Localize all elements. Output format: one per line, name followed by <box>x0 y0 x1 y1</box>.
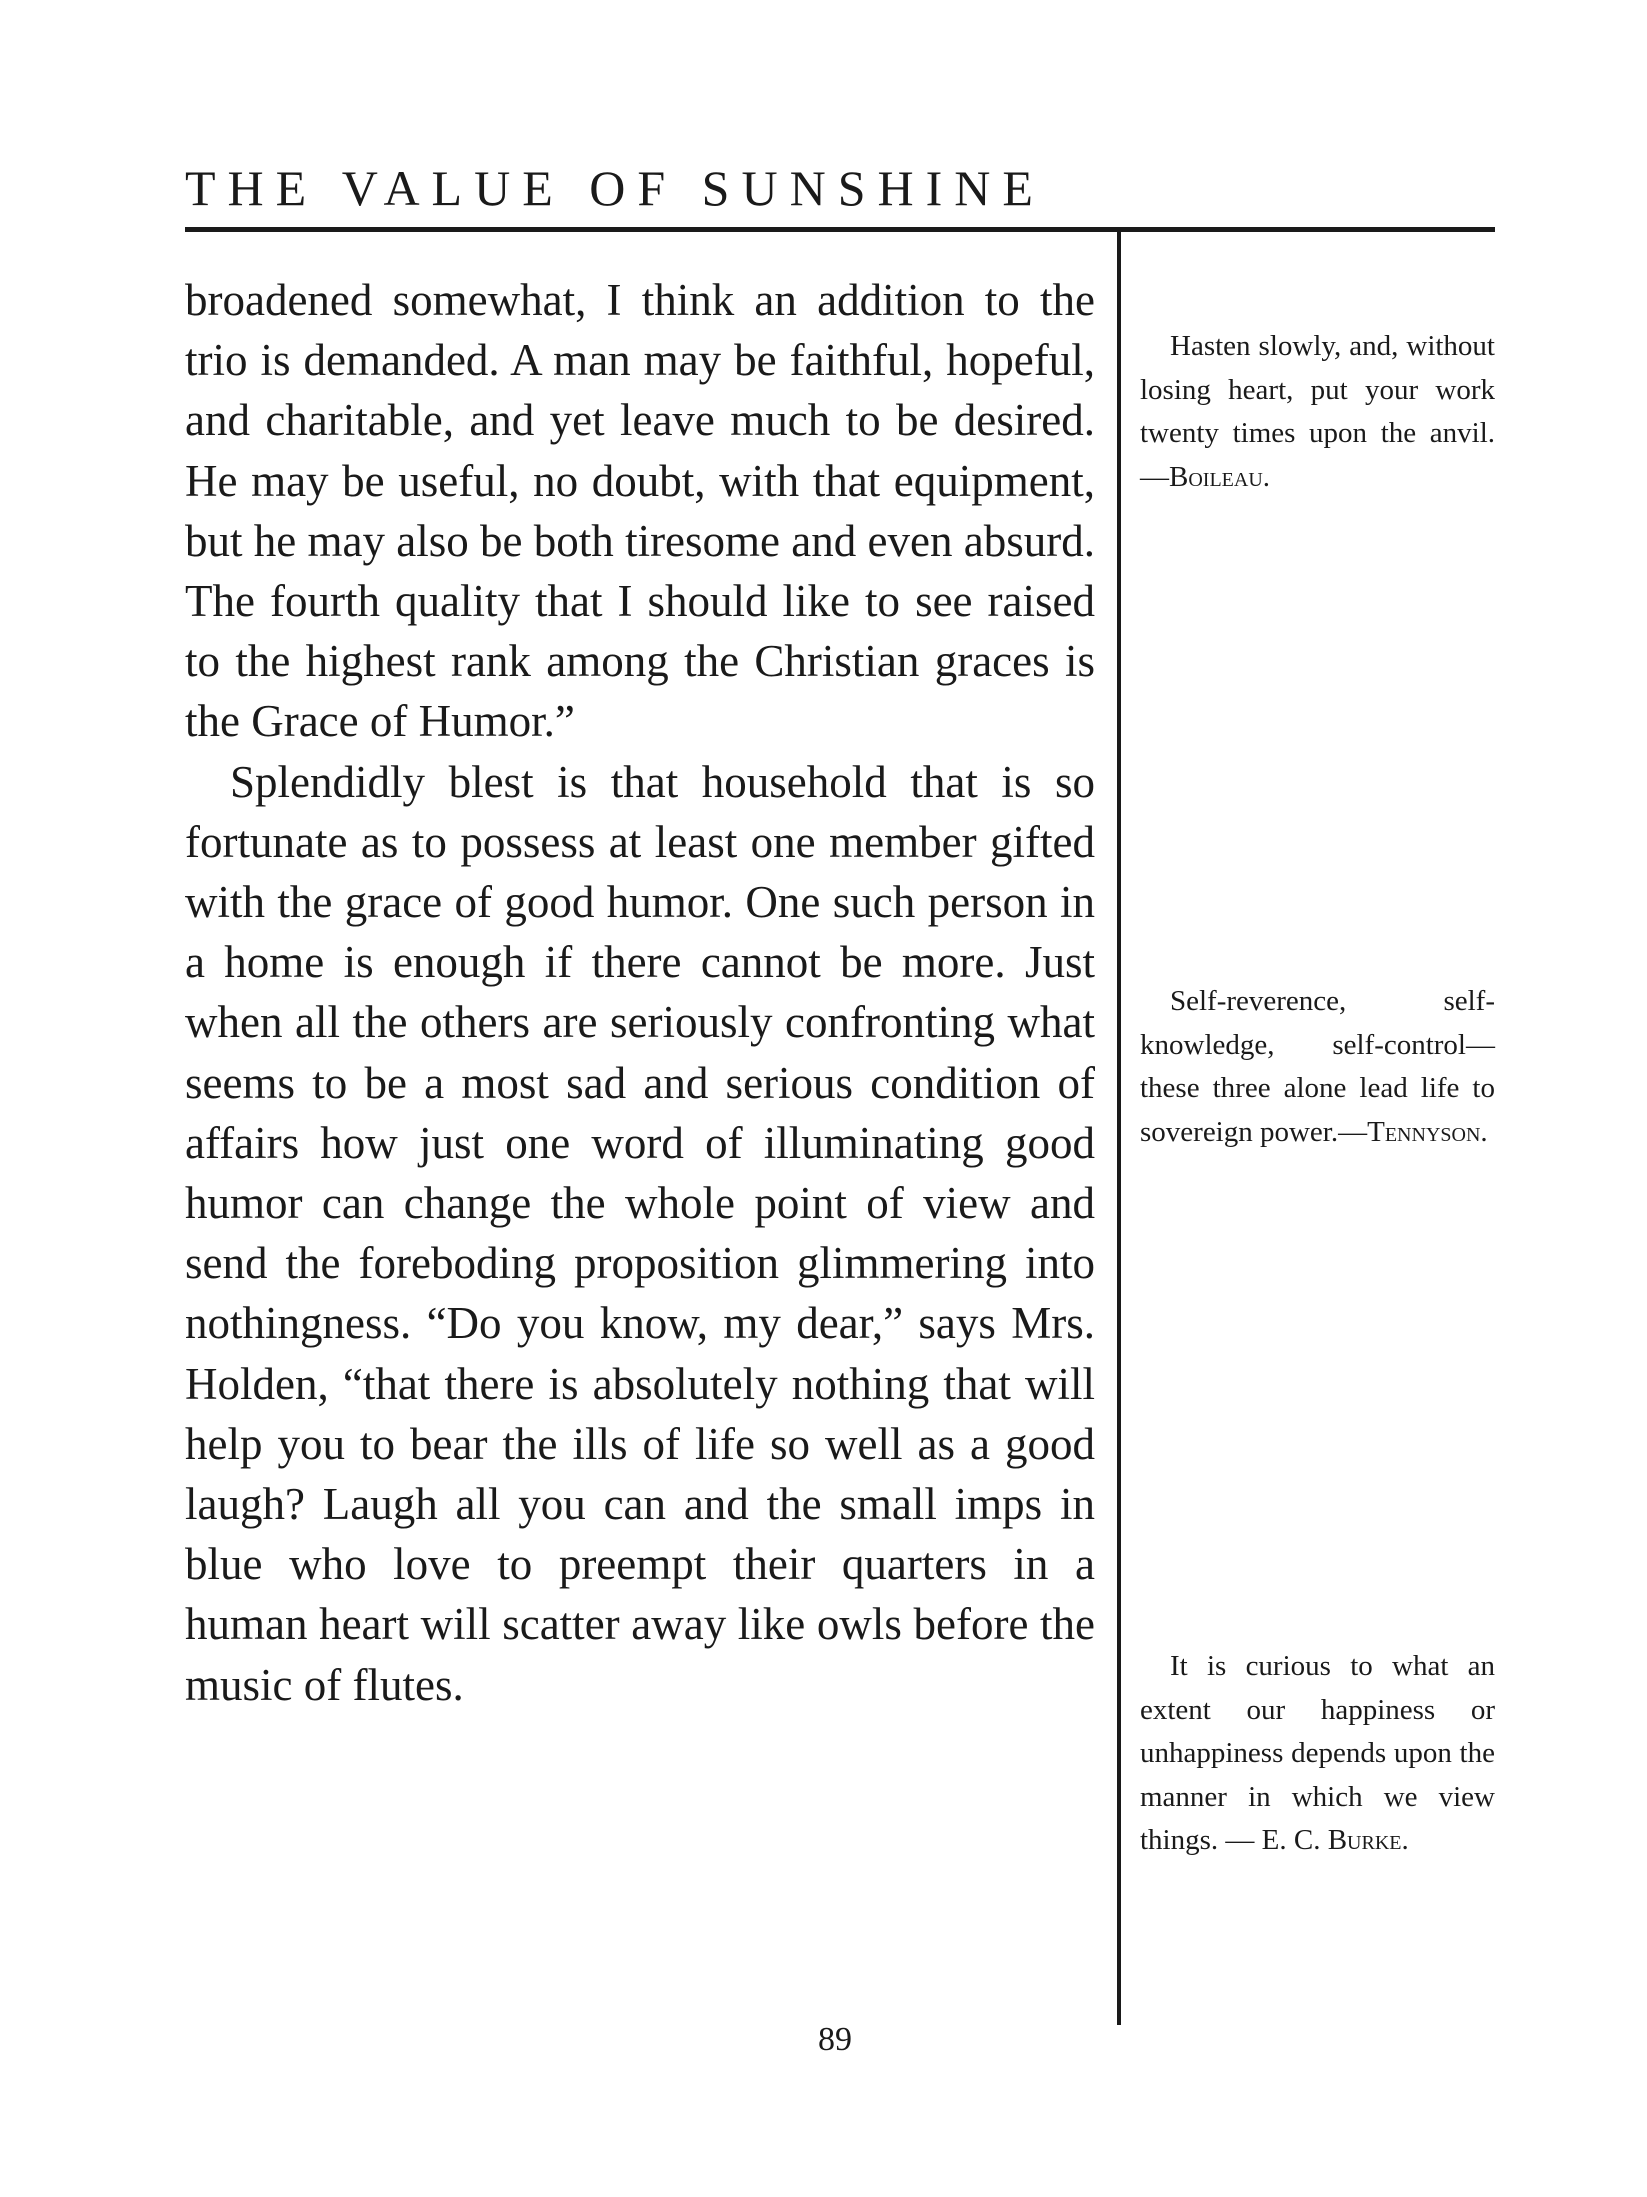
paragraph-1: broadened somewhat, I think an addition to the trio is demanded. A man may be faithful, hopeful, and charitable, and yet leave much to be desired. He may be useful, no doubt, with that equipment, but he may also be both tiresome and even absurd. The fourth quality that I should like to see raised to the highest rank among the Christian graces is the Grace of Humor.” <box>185 275 1095 747</box>
sidenote-tennyson <box>1140 980 1495 1154</box>
sidenote-burke <box>1140 1645 1495 1863</box>
column-divider <box>1117 232 1121 2025</box>
sidenote-3-quote: It is curious to what an extent our happiness or unhappiness depends upon the manner in which we view things. — E. C. <box>1140 1650 1495 1856</box>
running-title: THE VALUE OF SUNSHINE <box>185 160 1045 216</box>
sidenote-2-quote: Self-reverence, self-knowledge, self-control—these three alone lead life to sovereign power.— <box>1140 985 1495 1148</box>
sidenote-boileau <box>1140 325 1495 499</box>
page-number: 89 <box>818 2021 852 2058</box>
sidenote-1-author: Boileau. <box>1169 460 1271 493</box>
paragraph-2: Splendidly blest is that household that is so fortunate as to possess at least one member gifted with the grace of good humor. One such person in a home is enough if there cannot be more. Just when all the others are seriously confronting what seems to be a most sad and serious condition of affairs how just one word of illuminating good humor can change the whole point of view and send the foreboding proposition glimmering into nothingness. “Do you know, my dear,” says Mrs. Holden, “that there is absolutely nothing that will help you to bear the ills of life so well as a good laugh? Laugh all you can and the small imps in blue who love to preempt their quarters in a human heart will scatter away like owls before the music of flutes. <box>185 756 1095 1710</box>
sidenote-2-author: Tennyson. <box>1367 1115 1488 1148</box>
main-text-column <box>185 270 1095 1715</box>
header-rule <box>185 227 1495 232</box>
sidenote-3-author: Burke. <box>1327 1824 1409 1856</box>
sidenote-1-quote: Hasten slowly, and, without losing heart, put your work twenty times upon the anvil. — <box>1140 330 1495 493</box>
